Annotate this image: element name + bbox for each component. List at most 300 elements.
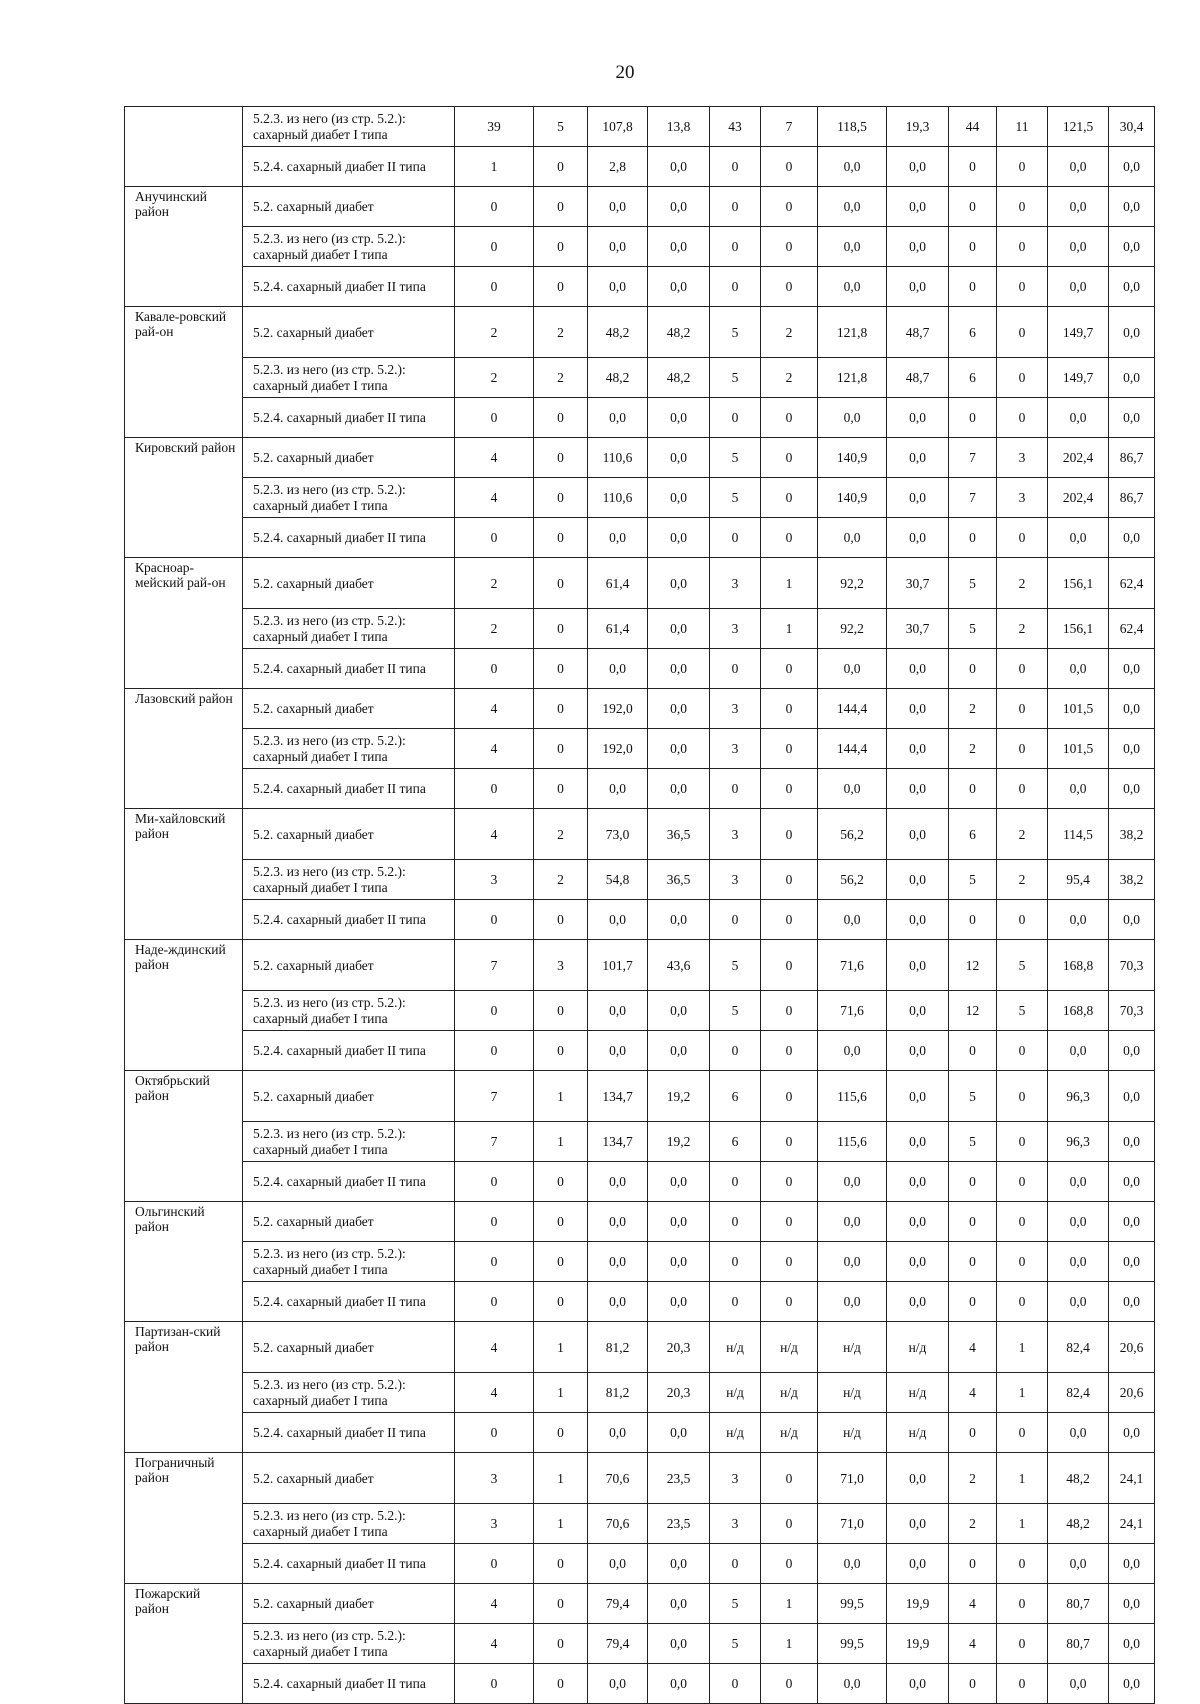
value-cell: 0	[710, 1242, 761, 1282]
value-cell: 96,3	[1048, 1122, 1109, 1162]
value-cell: 5	[710, 940, 761, 991]
value-cell: 11	[997, 107, 1048, 147]
value-cell: 0	[761, 227, 818, 267]
value-cell: 0,0	[1048, 398, 1109, 438]
value-cell: 0,0	[818, 147, 887, 187]
indicator-label: 5.2.3. из него (из стр. 5.2.): сахарный диабет I типа	[243, 1242, 455, 1282]
value-cell: 0,0	[648, 991, 710, 1031]
value-cell: 0	[534, 1242, 588, 1282]
value-cell: 144,4	[818, 689, 887, 729]
value-cell: 115,6	[818, 1122, 887, 1162]
value-cell: 0,0	[588, 1031, 648, 1071]
value-cell: 0,0	[648, 1584, 710, 1624]
indicator-label: 5.2.4. сахарный диабет II типа	[243, 147, 455, 187]
value-cell: 6	[949, 809, 997, 860]
value-cell: 62,4	[1109, 609, 1155, 649]
value-cell: 3	[710, 729, 761, 769]
value-cell: 0,0	[648, 1242, 710, 1282]
value-cell: 0	[949, 1282, 997, 1322]
value-cell: 0	[761, 267, 818, 307]
value-cell: 0	[534, 438, 588, 478]
value-cell: 0,0	[887, 438, 949, 478]
value-cell: 43	[710, 107, 761, 147]
value-cell: 0,0	[648, 438, 710, 478]
region-name	[125, 107, 243, 187]
value-cell: 0	[761, 1282, 818, 1322]
value-cell: 81,2	[588, 1322, 648, 1373]
value-cell: 0,0	[818, 518, 887, 558]
value-cell: н/д	[761, 1413, 818, 1453]
value-cell: 0,0	[818, 1202, 887, 1242]
value-cell: 0,0	[588, 1413, 648, 1453]
value-cell: 0	[997, 398, 1048, 438]
value-cell: 7	[949, 438, 997, 478]
value-cell: 1	[997, 1322, 1048, 1373]
value-cell: 0,0	[1109, 900, 1155, 940]
value-cell: 0,0	[818, 1031, 887, 1071]
value-cell: 0	[949, 1544, 997, 1584]
value-cell: 4	[455, 1373, 534, 1413]
value-cell: 0,0	[887, 1282, 949, 1322]
indicator-label: 5.2.4. сахарный диабет II типа	[243, 1413, 455, 1453]
value-cell: 1	[534, 1504, 588, 1544]
value-cell: 0	[997, 358, 1048, 398]
value-cell: 192,0	[588, 689, 648, 729]
value-cell: 0,0	[1048, 1544, 1109, 1584]
indicator-label: 5.2.3. из него (из стр. 5.2.): сахарный диабет I типа	[243, 729, 455, 769]
value-cell: 0,0	[887, 900, 949, 940]
value-cell: 0,0	[1048, 1282, 1109, 1322]
table-row	[125, 1282, 1155, 1322]
table-row	[125, 1373, 1155, 1413]
value-cell: 0,0	[1109, 729, 1155, 769]
indicator-label: 5.2.3. из него (из стр. 5.2.): сахарный диабет I типа	[243, 1624, 455, 1664]
value-cell: 36,5	[648, 809, 710, 860]
value-cell: 4	[949, 1373, 997, 1413]
value-cell: 30,7	[887, 558, 949, 609]
value-cell: 0	[710, 187, 761, 227]
value-cell: 0	[949, 1031, 997, 1071]
value-cell: 0,0	[1109, 1413, 1155, 1453]
value-cell: 0,0	[1048, 769, 1109, 809]
value-cell: 0	[455, 1162, 534, 1202]
value-cell: 5	[997, 940, 1048, 991]
value-cell: 19,2	[648, 1122, 710, 1162]
table-row	[125, 307, 1155, 358]
value-cell: 2	[949, 729, 997, 769]
value-cell: 0	[761, 729, 818, 769]
value-cell: 0,0	[1109, 1624, 1155, 1664]
value-cell: 0	[710, 398, 761, 438]
value-cell: 0	[761, 1453, 818, 1504]
value-cell: 0	[534, 769, 588, 809]
value-cell: 5	[710, 991, 761, 1031]
value-cell: 2	[761, 307, 818, 358]
value-cell: 0	[534, 1544, 588, 1584]
value-cell: 0,0	[588, 649, 648, 689]
table-row	[125, 991, 1155, 1031]
value-cell: 0,0	[1109, 227, 1155, 267]
value-cell: 4	[455, 1584, 534, 1624]
value-cell: 0,0	[1048, 1413, 1109, 1453]
table-row	[125, 1664, 1155, 1704]
value-cell: 0	[997, 1664, 1048, 1704]
value-cell: 149,7	[1048, 307, 1109, 358]
value-cell: 0	[997, 1071, 1048, 1122]
value-cell: 0,0	[648, 1162, 710, 1202]
value-cell: 3	[710, 1453, 761, 1504]
value-cell: 1	[761, 1624, 818, 1664]
value-cell: 6	[710, 1071, 761, 1122]
table-row	[125, 1242, 1155, 1282]
value-cell: 202,4	[1048, 478, 1109, 518]
value-cell: 99,5	[818, 1624, 887, 1664]
value-cell: 2	[534, 307, 588, 358]
value-cell: 1	[455, 147, 534, 187]
value-cell: 0,0	[818, 227, 887, 267]
value-cell: 0,0	[648, 398, 710, 438]
value-cell: 4	[455, 438, 534, 478]
value-cell: 7	[455, 940, 534, 991]
value-cell: 0	[710, 900, 761, 940]
value-cell: 0,0	[1109, 1664, 1155, 1704]
value-cell: 1	[534, 1071, 588, 1122]
value-cell: 0,0	[648, 1413, 710, 1453]
value-cell: 3	[997, 478, 1048, 518]
value-cell: 5	[710, 307, 761, 358]
indicator-label: 5.2. сахарный диабет	[243, 1322, 455, 1373]
value-cell: 19,3	[887, 107, 949, 147]
value-cell: 0	[710, 1282, 761, 1322]
value-cell: 48,2	[648, 358, 710, 398]
region-name: Пограничный район	[125, 1453, 243, 1584]
value-cell: 0	[710, 1031, 761, 1071]
value-cell: 0,0	[887, 1122, 949, 1162]
value-cell: 118,5	[818, 107, 887, 147]
value-cell: 0	[710, 1162, 761, 1202]
value-cell: 0,0	[1109, 1544, 1155, 1584]
value-cell: 0	[761, 689, 818, 729]
table-row	[125, 1624, 1155, 1664]
value-cell: 0,0	[887, 1071, 949, 1122]
value-cell: 4	[949, 1624, 997, 1664]
value-cell: 0	[455, 187, 534, 227]
value-cell: 2	[949, 1504, 997, 1544]
value-cell: 0,0	[648, 1202, 710, 1242]
value-cell: 0,0	[887, 991, 949, 1031]
value-cell: н/д	[887, 1322, 949, 1373]
value-cell: 0,0	[1048, 187, 1109, 227]
value-cell: 3	[534, 940, 588, 991]
value-cell: 71,6	[818, 991, 887, 1031]
value-cell: 0	[455, 900, 534, 940]
value-cell: 0,0	[1109, 1584, 1155, 1624]
region-name: Наде-ждинский район	[125, 940, 243, 1071]
table-row	[125, 1071, 1155, 1122]
value-cell: 5	[949, 1071, 997, 1122]
value-cell: 0	[997, 267, 1048, 307]
value-cell: 48,2	[588, 358, 648, 398]
indicator-label: 5.2.4. сахарный диабет II типа	[243, 518, 455, 558]
value-cell: 81,2	[588, 1373, 648, 1413]
value-cell: 0,0	[648, 609, 710, 649]
value-cell: н/д	[818, 1373, 887, 1413]
indicator-label: 5.2.3. из него (из стр. 5.2.): сахарный диабет I типа	[243, 609, 455, 649]
value-cell: 101,5	[1048, 689, 1109, 729]
value-cell: 0,0	[818, 267, 887, 307]
value-cell: 1	[534, 1122, 588, 1162]
value-cell: 0	[997, 1413, 1048, 1453]
value-cell: 121,8	[818, 307, 887, 358]
value-cell: 0	[761, 649, 818, 689]
value-cell: 134,7	[588, 1071, 648, 1122]
value-cell: 70,3	[1109, 991, 1155, 1031]
value-cell: 24,1	[1109, 1504, 1155, 1544]
value-cell: 0,0	[648, 689, 710, 729]
value-cell: 24,1	[1109, 1453, 1155, 1504]
table-row	[125, 689, 1155, 729]
value-cell: н/д	[710, 1413, 761, 1453]
value-cell: 0	[997, 147, 1048, 187]
value-cell: 4	[455, 1624, 534, 1664]
value-cell: 86,7	[1109, 438, 1155, 478]
value-cell: 0	[761, 147, 818, 187]
value-cell: 0,0	[648, 478, 710, 518]
value-cell: 1	[997, 1373, 1048, 1413]
value-cell: 0	[997, 900, 1048, 940]
table-row	[125, 478, 1155, 518]
value-cell: 7	[761, 107, 818, 147]
value-cell: 0	[534, 729, 588, 769]
value-cell: 2,8	[588, 147, 648, 187]
value-cell: 0,0	[648, 1544, 710, 1584]
value-cell: 0,0	[648, 1664, 710, 1704]
value-cell: 0	[997, 1031, 1048, 1071]
value-cell: 192,0	[588, 729, 648, 769]
value-cell: 2	[949, 1453, 997, 1504]
value-cell: 0,0	[588, 227, 648, 267]
value-cell: 2	[761, 358, 818, 398]
value-cell: 0	[761, 1031, 818, 1071]
value-cell: 0	[761, 187, 818, 227]
table-row	[125, 398, 1155, 438]
value-cell: 202,4	[1048, 438, 1109, 478]
indicator-label: 5.2. сахарный диабет	[243, 1584, 455, 1624]
value-cell: 54,8	[588, 860, 648, 900]
value-cell: 0,0	[588, 398, 648, 438]
value-cell: 13,8	[648, 107, 710, 147]
value-cell: 0,0	[1109, 518, 1155, 558]
value-cell: 0,0	[588, 1162, 648, 1202]
table-row	[125, 1202, 1155, 1242]
value-cell: 0	[534, 689, 588, 729]
value-cell: 48,2	[588, 307, 648, 358]
value-cell: 0	[455, 1242, 534, 1282]
table-row	[125, 1322, 1155, 1373]
value-cell: 0	[534, 1413, 588, 1453]
value-cell: 0,0	[887, 1242, 949, 1282]
value-cell: 0	[455, 1413, 534, 1453]
indicator-label: 5.2.3. из него (из стр. 5.2.): сахарный диабет I типа	[243, 1504, 455, 1544]
value-cell: 5	[710, 1584, 761, 1624]
value-cell: 36,5	[648, 860, 710, 900]
indicator-label: 5.2.3. из него (из стр. 5.2.): сахарный диабет I типа	[243, 1122, 455, 1162]
value-cell: 0,0	[648, 729, 710, 769]
value-cell: 3	[455, 1504, 534, 1544]
region-name: Ольгинский район	[125, 1202, 243, 1322]
value-cell: 71,6	[818, 940, 887, 991]
table-row	[125, 558, 1155, 609]
value-cell: 0,0	[887, 940, 949, 991]
value-cell: 140,9	[818, 438, 887, 478]
value-cell: 0,0	[1109, 1282, 1155, 1322]
value-cell: 20,6	[1109, 1322, 1155, 1373]
page-number: 20	[615, 62, 635, 83]
value-cell: 0	[710, 1544, 761, 1584]
table-row	[125, 187, 1155, 227]
value-cell: 0	[534, 227, 588, 267]
value-cell: 0,0	[1048, 900, 1109, 940]
value-cell: 62,4	[1109, 558, 1155, 609]
value-cell: 70,6	[588, 1504, 648, 1544]
value-cell: 70,3	[1109, 940, 1155, 991]
value-cell: 0	[949, 398, 997, 438]
indicator-label: 5.2.3. из него (из стр. 5.2.): сахарный диабет I типа	[243, 478, 455, 518]
value-cell: 0,0	[648, 769, 710, 809]
region-name: Кавале-ровский рай-он	[125, 307, 243, 438]
value-cell: н/д	[761, 1373, 818, 1413]
value-cell: 23,5	[648, 1504, 710, 1544]
value-cell: 6	[949, 358, 997, 398]
value-cell: 0,0	[1109, 187, 1155, 227]
value-cell: 0	[761, 398, 818, 438]
value-cell: 70,6	[588, 1453, 648, 1504]
value-cell: 0,0	[648, 227, 710, 267]
value-cell: 144,4	[818, 729, 887, 769]
value-cell: 0	[997, 227, 1048, 267]
value-cell: 2	[534, 809, 588, 860]
value-cell: 3	[997, 438, 1048, 478]
table-row	[125, 107, 1155, 147]
value-cell: 3	[710, 609, 761, 649]
value-cell: 168,8	[1048, 991, 1109, 1031]
region-name: Партизан-ский район	[125, 1322, 243, 1453]
value-cell: 149,7	[1048, 358, 1109, 398]
value-cell: 4	[455, 1322, 534, 1373]
value-cell: 61,4	[588, 609, 648, 649]
value-cell: 5	[534, 107, 588, 147]
value-cell: 5	[710, 438, 761, 478]
value-cell: 7	[949, 478, 997, 518]
value-cell: 12	[949, 940, 997, 991]
value-cell: 0	[534, 1624, 588, 1664]
value-cell: 3	[710, 1504, 761, 1544]
value-cell: 0,0	[887, 267, 949, 307]
value-cell: 7	[455, 1122, 534, 1162]
value-cell: 19,9	[887, 1584, 949, 1624]
value-cell: 0,0	[1048, 1242, 1109, 1282]
table-row	[125, 1122, 1155, 1162]
indicator-label: 5.2. сахарный диабет	[243, 1453, 455, 1504]
value-cell: 0	[455, 1282, 534, 1322]
value-cell: 5	[710, 358, 761, 398]
value-cell: 0	[997, 1624, 1048, 1664]
value-cell: 0,0	[887, 1453, 949, 1504]
value-cell: 0,0	[818, 398, 887, 438]
region-name: Пожарский район	[125, 1584, 243, 1704]
indicator-label: 5.2.4. сахарный диабет II типа	[243, 1664, 455, 1704]
value-cell: 156,1	[1048, 558, 1109, 609]
table-row	[125, 860, 1155, 900]
value-cell: 0	[997, 1162, 1048, 1202]
indicator-label: 5.2. сахарный диабет	[243, 307, 455, 358]
value-cell: 0	[534, 478, 588, 518]
value-cell: 0	[710, 147, 761, 187]
value-cell: 0,0	[1109, 1242, 1155, 1282]
indicator-label: 5.2.3. из него (из стр. 5.2.): сахарный диабет I типа	[243, 860, 455, 900]
value-cell: 0,0	[887, 769, 949, 809]
value-cell: 0	[761, 1544, 818, 1584]
value-cell: 0	[949, 1413, 997, 1453]
value-cell: 0	[761, 1242, 818, 1282]
value-cell: 0	[949, 900, 997, 940]
value-cell: 20,3	[648, 1373, 710, 1413]
indicator-label: 5.2.4. сахарный диабет II типа	[243, 1544, 455, 1584]
value-cell: 0,0	[1109, 1162, 1155, 1202]
value-cell: 7	[455, 1071, 534, 1122]
value-cell: 107,8	[588, 107, 648, 147]
value-cell: 79,4	[588, 1624, 648, 1664]
value-cell: 92,2	[818, 558, 887, 609]
value-cell: н/д	[887, 1413, 949, 1453]
value-cell: 0,0	[588, 518, 648, 558]
value-cell: 0	[997, 769, 1048, 809]
value-cell: 0	[761, 991, 818, 1031]
value-cell: 0,0	[588, 1664, 648, 1704]
value-cell: 0,0	[1109, 307, 1155, 358]
value-cell: 4	[455, 729, 534, 769]
value-cell: 1	[534, 1373, 588, 1413]
indicator-label: 5.2. сахарный диабет	[243, 438, 455, 478]
value-cell: 0,0	[818, 187, 887, 227]
table-row	[125, 1544, 1155, 1584]
value-cell: 0	[949, 267, 997, 307]
value-cell: 30,7	[887, 609, 949, 649]
value-cell: 0	[949, 769, 997, 809]
value-cell: 0,0	[648, 649, 710, 689]
value-cell: 30,4	[1109, 107, 1155, 147]
value-cell: 0,0	[648, 1624, 710, 1664]
indicator-label: 5.2.4. сахарный диабет II типа	[243, 649, 455, 689]
value-cell: 1	[534, 1453, 588, 1504]
table-row	[125, 147, 1155, 187]
value-cell: 0	[997, 187, 1048, 227]
value-cell: 0,0	[1109, 649, 1155, 689]
value-cell: 4	[949, 1322, 997, 1373]
table-row	[125, 940, 1155, 991]
value-cell: 0	[949, 1242, 997, 1282]
value-cell: 56,2	[818, 860, 887, 900]
value-cell: 0	[761, 1504, 818, 1544]
value-cell: 0	[534, 1162, 588, 1202]
value-cell: 0,0	[588, 1544, 648, 1584]
value-cell: 0	[949, 649, 997, 689]
value-cell: 80,7	[1048, 1624, 1109, 1664]
value-cell: 0	[997, 307, 1048, 358]
value-cell: 0,0	[1048, 227, 1109, 267]
value-cell: 0,0	[1048, 649, 1109, 689]
value-cell: 0	[455, 1544, 534, 1584]
